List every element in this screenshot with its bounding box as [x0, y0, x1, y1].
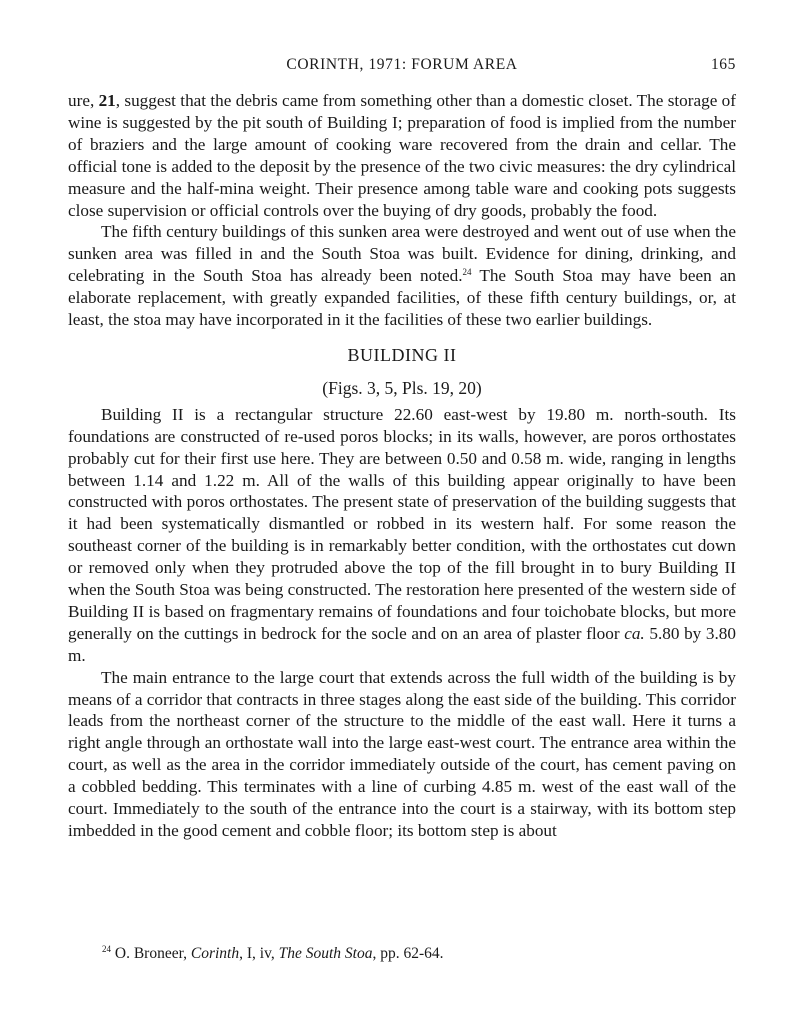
paragraph-4-text: The main entrance to the large court that extends across the full width of the building is by means of a corridor that contracts in three stages along the east side of the building. This corridor leads from the northeast corner of the structure to the middle of the east wall. Here it turns a right angle through an orthostate wall into the large east-west court. The entrance area within the court, as well as the area in the corridor immediately outside of the court, has cement paving on a cobbled bedding. This terminates with a line of curbing 4.85 m. west of the east wall of the court. Immediately to the south of the entrance into the court is a stairway, with its bottom step imbedded in the good cement and cobble floor; its bottom step is about [68, 667, 736, 840]
footnote-work: Corinth [190, 945, 240, 962]
figure-reference-bold: 21 [98, 91, 116, 110]
paragraph-2-before-note: The fifth century buildings of this sunken area were destroyed and went out of use when the sunken area was filled in and the South Stoa was built. Evidence for dining, drinking, and celebrating in the South Stoa has already been noted. [68, 222, 736, 286]
footnote-author: O. Broneer, [111, 945, 191, 962]
paragraph-1-lead: ure, [68, 91, 99, 110]
footnote-subtitle: The South Stoa [278, 945, 373, 962]
footnote-volume: , I, iv, [239, 945, 279, 962]
paragraph-4 [68, 667, 736, 842]
footnote-pages: , pp. 62-64. [372, 945, 444, 962]
circa-abbreviation: ca. [624, 623, 645, 643]
footnote-number: 24 [102, 944, 111, 954]
figure-references: (Figs. 3, 5, Pls. 19, 20) [322, 377, 482, 398]
paragraph-3-after-ca: 5.80 by 3.80 m. [68, 623, 736, 665]
paragraph-2 [68, 221, 736, 331]
paragraph-1 [68, 90, 736, 221]
paragraph-3 [68, 404, 736, 667]
body-text [68, 90, 736, 842]
page-number: 165 [710, 56, 736, 73]
paragraph-2-after-note: The South Stoa may have been an elaborate replacement, with greatly expanded facilities, of these fifth century buildings, or, at least, the stoa may have incorporated in it the facilities of these two earlier buildings. [68, 266, 736, 330]
footnote [102, 944, 736, 964]
running-header [68, 56, 736, 78]
paragraph-1-text: , suggest that the debris came from something other than a domestic closet. The storage of wine is suggested by the pit south of Building I; preparation of food is implied from the number of braziers and the large amount of cooking ware recovered from the drain and cellar. The official tone is added to the deposit by the presence of the two civic measures: the dry cylindrical measure and the half-mina weight. Their presence among table ware and cooking pots suggests close supervision or official controls over the buying of dry goods, probably the food. [68, 91, 736, 220]
footnote-marker: 24 [462, 267, 472, 278]
section-heading: BUILDING II [347, 344, 457, 365]
running-title: CORINTH, 1971: FORUM AREA [286, 56, 518, 73]
paragraph-3-before-ca: Building II is a rectangular structure 22.60 east-west by 19.80 m. north-south. Its foundations are constructed of re-used poros blocks; in its walls, however, are poros orthostates probably cut for their first use here. They are between 0.50 and 0.58 m. wide, ranging in lengths between 1.14 and 1.22 m. All of the walls of this building appear originally to have been constructed with poros orthostates. The present state of preservation of the building suggests that it had been systematically dismantled or robbed in its western half. For some reason the southeast corner of the building is in remarkably better condition, with the orthostates cut down or removed only when they protruded above the top of the fill brought in to bury Building II when the South Stoa was being constructed. The restoration here presented of the western side of Building II is based on fragmentary remains of foundations and four toichobate blocks, but more generally on the cuttings in bedrock for the socle and on an area of plaster floor [68, 404, 736, 643]
